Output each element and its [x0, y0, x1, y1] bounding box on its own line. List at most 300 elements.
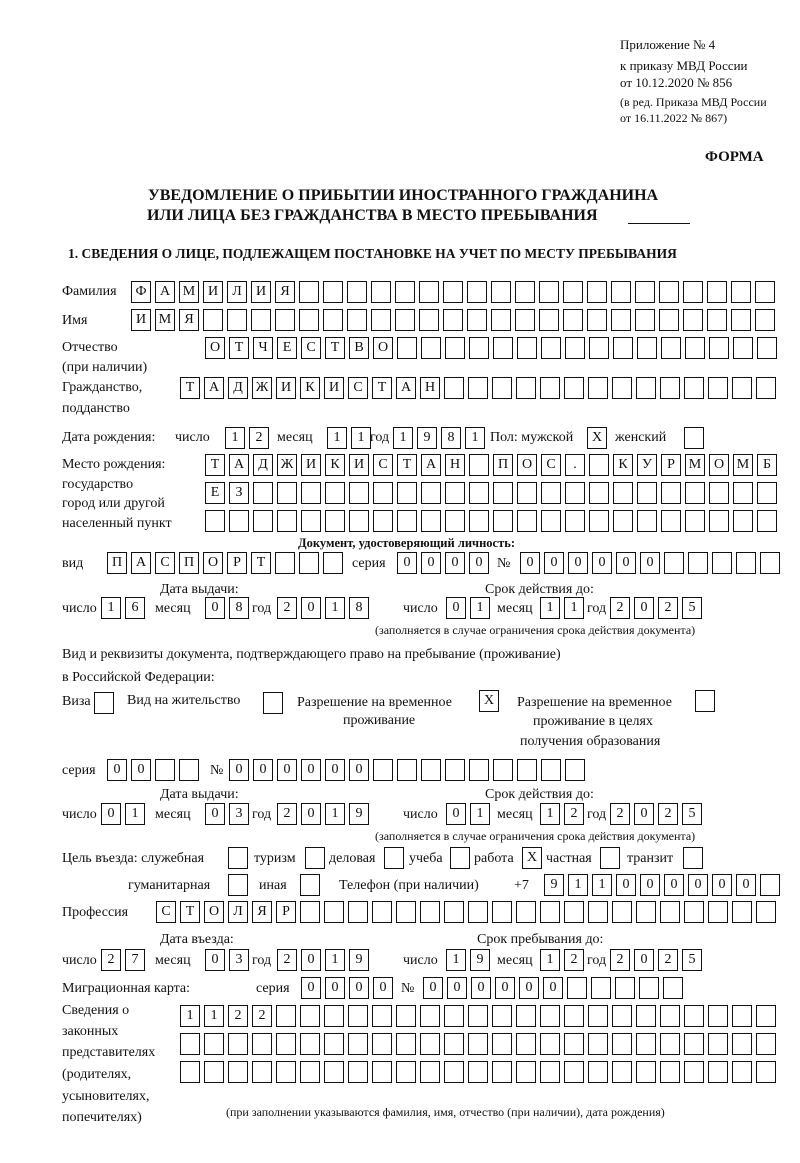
char-cell[interactable]	[348, 1061, 368, 1083]
char-cell[interactable]	[371, 281, 391, 303]
birth-month-cells[interactable]	[327, 427, 371, 449]
char-cell[interactable]: 0	[446, 803, 466, 825]
char-cell[interactable]: И	[349, 454, 369, 476]
char-cell[interactable]: П	[493, 454, 513, 476]
char-cell[interactable]: 1	[470, 597, 490, 619]
char-cell[interactable]	[732, 901, 752, 923]
char-cell[interactable]	[516, 1061, 536, 1083]
char-cell[interactable]: Б	[757, 454, 777, 476]
char-cell[interactable]	[588, 377, 608, 399]
char-cell[interactable]	[468, 1005, 488, 1027]
char-cell[interactable]: 0	[568, 552, 588, 574]
reps-cells-2[interactable]	[180, 1033, 776, 1055]
purpose-study-checkbox[interactable]	[450, 847, 470, 869]
id-valid-year-cells[interactable]	[610, 597, 702, 619]
char-cell[interactable]: 5	[682, 949, 702, 971]
char-cell[interactable]: 2	[277, 597, 297, 619]
char-cell[interactable]: И	[203, 281, 223, 303]
char-cell[interactable]	[612, 1061, 632, 1083]
residence-permit-checkbox[interactable]	[263, 692, 283, 714]
char-cell[interactable]	[277, 510, 297, 532]
char-cell[interactable]	[252, 1033, 272, 1055]
char-cell[interactable]	[685, 482, 705, 504]
char-cell[interactable]	[587, 309, 607, 331]
char-cell[interactable]: 3	[229, 803, 249, 825]
char-cell[interactable]	[685, 337, 705, 359]
char-cell[interactable]: 0	[445, 552, 465, 574]
char-cell[interactable]	[348, 901, 368, 923]
char-cell[interactable]: 1	[325, 597, 345, 619]
char-cell[interactable]: О	[203, 552, 223, 574]
char-cell[interactable]	[179, 759, 199, 781]
char-cell[interactable]	[396, 901, 416, 923]
char-cell[interactable]	[275, 309, 295, 331]
char-cell[interactable]: И	[276, 377, 296, 399]
place-of-stay-blank[interactable]	[628, 206, 690, 224]
char-cell[interactable]: 9	[417, 427, 437, 449]
char-cell[interactable]	[420, 1005, 440, 1027]
char-cell[interactable]	[664, 552, 684, 574]
char-cell[interactable]	[300, 1005, 320, 1027]
stay-issue-year-cells[interactable]	[277, 803, 369, 825]
char-cell[interactable]	[491, 309, 511, 331]
char-cell[interactable]	[565, 482, 585, 504]
char-cell[interactable]	[180, 1033, 200, 1055]
char-cell[interactable]	[468, 901, 488, 923]
char-cell[interactable]	[760, 874, 780, 896]
name-cells[interactable]	[131, 309, 775, 331]
char-cell[interactable]	[732, 1033, 752, 1055]
visa-checkbox[interactable]	[94, 692, 114, 714]
char-cell[interactable]	[467, 281, 487, 303]
char-cell[interactable]	[468, 1061, 488, 1083]
char-cell[interactable]: З	[229, 482, 249, 504]
char-cell[interactable]: 0	[664, 874, 684, 896]
char-cell[interactable]: .	[565, 454, 585, 476]
char-cell[interactable]	[663, 977, 683, 999]
birthplace-cells-1[interactable]	[205, 454, 777, 476]
char-cell[interactable]: 1	[327, 427, 347, 449]
sex-female-checkbox[interactable]	[684, 427, 704, 449]
char-cell[interactable]	[348, 1033, 368, 1055]
char-cell[interactable]	[301, 510, 321, 532]
char-cell[interactable]: 9	[544, 874, 564, 896]
checkbox-cell[interactable]	[300, 874, 320, 896]
char-cell[interactable]: Т	[205, 454, 225, 476]
char-cell[interactable]	[516, 901, 536, 923]
char-cell[interactable]: 1	[465, 427, 485, 449]
birthplace-cells-3[interactable]	[205, 510, 777, 532]
char-cell[interactable]	[492, 1033, 512, 1055]
id-kind-cells[interactable]	[107, 552, 343, 574]
char-cell[interactable]	[492, 1061, 512, 1083]
char-cell[interactable]	[589, 482, 609, 504]
char-cell[interactable]	[419, 281, 439, 303]
char-cell[interactable]	[469, 510, 489, 532]
char-cell[interactable]	[180, 1061, 200, 1083]
mc-series-cells[interactable]	[301, 977, 393, 999]
char-cell[interactable]	[491, 281, 511, 303]
stay-valid-day-cells[interactable]	[446, 803, 490, 825]
char-cell[interactable]	[540, 1005, 560, 1027]
char-cell[interactable]	[707, 281, 727, 303]
char-cell[interactable]	[684, 1061, 704, 1083]
char-cell[interactable]	[540, 377, 560, 399]
char-cell[interactable]: 7	[125, 949, 145, 971]
char-cell[interactable]: И	[301, 454, 321, 476]
char-cell[interactable]	[661, 482, 681, 504]
char-cell[interactable]	[445, 510, 465, 532]
char-cell[interactable]: О	[205, 337, 225, 359]
char-cell[interactable]	[347, 281, 367, 303]
char-cell[interactable]	[588, 901, 608, 923]
char-cell[interactable]	[683, 309, 703, 331]
char-cell[interactable]	[517, 759, 537, 781]
char-cell[interactable]: Т	[180, 377, 200, 399]
char-cell[interactable]	[421, 337, 441, 359]
char-cell[interactable]: 0	[301, 977, 321, 999]
stay-until-month-cells[interactable]	[540, 949, 584, 971]
char-cell[interactable]: 0	[592, 552, 612, 574]
char-cell[interactable]	[443, 281, 463, 303]
char-cell[interactable]	[637, 510, 657, 532]
char-cell[interactable]: 2	[564, 803, 584, 825]
char-cell[interactable]: 5	[682, 803, 702, 825]
char-cell[interactable]	[708, 1033, 728, 1055]
char-cell[interactable]: 0	[423, 977, 443, 999]
char-cell[interactable]: 0	[544, 552, 564, 574]
char-cell[interactable]	[420, 1033, 440, 1055]
char-cell[interactable]	[757, 510, 777, 532]
char-cell[interactable]: Я	[275, 281, 295, 303]
char-cell[interactable]	[301, 482, 321, 504]
char-cell[interactable]: А	[155, 281, 175, 303]
char-cell[interactable]	[421, 482, 441, 504]
char-cell[interactable]: И	[131, 309, 151, 331]
char-cell[interactable]	[565, 759, 585, 781]
char-cell[interactable]	[373, 510, 393, 532]
char-cell[interactable]	[299, 309, 319, 331]
char-cell[interactable]	[613, 337, 633, 359]
char-cell[interactable]: Ж	[252, 377, 272, 399]
char-cell[interactable]: 2	[610, 597, 630, 619]
char-cell[interactable]	[539, 281, 559, 303]
char-cell[interactable]: 0	[421, 552, 441, 574]
char-cell[interactable]	[372, 901, 392, 923]
char-cell[interactable]	[276, 1005, 296, 1027]
char-cell[interactable]	[733, 510, 753, 532]
checkbox-cell[interactable]: X	[587, 427, 607, 449]
char-cell[interactable]	[372, 1061, 392, 1083]
purpose-business-checkbox[interactable]	[384, 847, 404, 869]
char-cell[interactable]	[615, 977, 635, 999]
char-cell[interactable]	[591, 977, 611, 999]
char-cell[interactable]	[732, 1005, 752, 1027]
checkbox-cell[interactable]	[228, 874, 248, 896]
char-cell[interactable]	[469, 454, 489, 476]
char-cell[interactable]	[636, 377, 656, 399]
char-cell[interactable]: 3	[229, 949, 249, 971]
char-cell[interactable]	[253, 510, 273, 532]
char-cell[interactable]: Н	[445, 454, 465, 476]
char-cell[interactable]: 0	[325, 977, 345, 999]
char-cell[interactable]	[469, 482, 489, 504]
char-cell[interactable]	[515, 309, 535, 331]
char-cell[interactable]	[709, 510, 729, 532]
id-valid-day-cells[interactable]	[446, 597, 490, 619]
char-cell[interactable]	[636, 1061, 656, 1083]
reps-cells-3[interactable]	[180, 1061, 776, 1083]
char-cell[interactable]	[323, 309, 343, 331]
char-cell[interactable]	[540, 1033, 560, 1055]
char-cell[interactable]: Е	[205, 482, 225, 504]
char-cell[interactable]	[349, 482, 369, 504]
char-cell[interactable]	[563, 281, 583, 303]
char-cell[interactable]: 0	[325, 759, 345, 781]
char-cell[interactable]: Т	[251, 552, 271, 574]
char-cell[interactable]: М	[685, 454, 705, 476]
char-cell[interactable]: Ж	[277, 454, 297, 476]
char-cell[interactable]: В	[349, 337, 369, 359]
char-cell[interactable]	[756, 1005, 776, 1027]
char-cell[interactable]: 0	[205, 949, 225, 971]
char-cell[interactable]	[300, 901, 320, 923]
id-issue-month-cells[interactable]	[205, 597, 249, 619]
char-cell[interactable]	[516, 1033, 536, 1055]
stay-number-cells[interactable]	[229, 759, 585, 781]
char-cell[interactable]: 2	[277, 949, 297, 971]
char-cell[interactable]	[492, 1005, 512, 1027]
checkbox-cell[interactable]	[228, 847, 248, 869]
char-cell[interactable]	[588, 1033, 608, 1055]
char-cell[interactable]: Л	[227, 281, 247, 303]
char-cell[interactable]: 1	[470, 803, 490, 825]
char-cell[interactable]: С	[156, 901, 176, 923]
char-cell[interactable]	[612, 1005, 632, 1027]
char-cell[interactable]	[397, 510, 417, 532]
checkbox-cell[interactable]: X	[522, 847, 542, 869]
char-cell[interactable]	[756, 901, 776, 923]
char-cell[interactable]	[564, 1005, 584, 1027]
stay-valid-year-cells[interactable]	[610, 803, 702, 825]
char-cell[interactable]: 2	[658, 949, 678, 971]
char-cell[interactable]	[347, 309, 367, 331]
char-cell[interactable]: К	[300, 377, 320, 399]
char-cell[interactable]: 0	[616, 552, 636, 574]
char-cell[interactable]	[397, 337, 417, 359]
mc-number-cells[interactable]	[423, 977, 683, 999]
char-cell[interactable]: О	[517, 454, 537, 476]
char-cell[interactable]	[612, 377, 632, 399]
char-cell[interactable]	[395, 309, 415, 331]
char-cell[interactable]: 2	[228, 1005, 248, 1027]
char-cell[interactable]	[708, 377, 728, 399]
char-cell[interactable]	[396, 1005, 416, 1027]
char-cell[interactable]	[635, 309, 655, 331]
temp-residence-checkbox[interactable]	[479, 690, 499, 712]
char-cell[interactable]	[636, 901, 656, 923]
char-cell[interactable]: 0	[229, 759, 249, 781]
char-cell[interactable]: 2	[658, 803, 678, 825]
char-cell[interactable]	[564, 901, 584, 923]
char-cell[interactable]	[324, 1005, 344, 1027]
char-cell[interactable]	[444, 1005, 464, 1027]
char-cell[interactable]	[492, 901, 512, 923]
char-cell[interactable]: 0	[736, 874, 756, 896]
char-cell[interactable]: 1	[592, 874, 612, 896]
char-cell[interactable]: Т	[372, 377, 392, 399]
char-cell[interactable]	[373, 759, 393, 781]
char-cell[interactable]	[565, 510, 585, 532]
char-cell[interactable]: 9	[349, 949, 369, 971]
char-cell[interactable]: 2	[658, 597, 678, 619]
char-cell[interactable]: Т	[397, 454, 417, 476]
char-cell[interactable]: 1	[325, 949, 345, 971]
char-cell[interactable]: 1	[540, 597, 560, 619]
char-cell[interactable]: 1	[540, 803, 560, 825]
char-cell[interactable]	[707, 309, 727, 331]
char-cell[interactable]	[349, 510, 369, 532]
char-cell[interactable]: И	[251, 281, 271, 303]
char-cell[interactable]	[517, 337, 537, 359]
char-cell[interactable]	[588, 1061, 608, 1083]
char-cell[interactable]: А	[131, 552, 151, 574]
char-cell[interactable]	[659, 309, 679, 331]
char-cell[interactable]	[445, 759, 465, 781]
char-cell[interactable]	[708, 1005, 728, 1027]
char-cell[interactable]	[589, 510, 609, 532]
char-cell[interactable]: Р	[661, 454, 681, 476]
char-cell[interactable]: 0	[397, 552, 417, 574]
char-cell[interactable]	[660, 1061, 680, 1083]
char-cell[interactable]: Я	[252, 901, 272, 923]
char-cell[interactable]	[683, 281, 703, 303]
char-cell[interactable]	[325, 482, 345, 504]
char-cell[interactable]	[419, 309, 439, 331]
char-cell[interactable]	[396, 1061, 416, 1083]
char-cell[interactable]	[397, 482, 417, 504]
char-cell[interactable]	[708, 1061, 728, 1083]
char-cell[interactable]: 0	[688, 874, 708, 896]
char-cell[interactable]: Т	[180, 901, 200, 923]
char-cell[interactable]: 1	[325, 803, 345, 825]
char-cell[interactable]: 0	[471, 977, 491, 999]
char-cell[interactable]	[493, 510, 513, 532]
char-cell[interactable]: 1	[540, 949, 560, 971]
char-cell[interactable]: 1	[351, 427, 371, 449]
char-cell[interactable]	[276, 1033, 296, 1055]
char-cell[interactable]	[372, 1033, 392, 1055]
char-cell[interactable]	[467, 309, 487, 331]
checkbox-cell[interactable]: X	[479, 690, 499, 712]
stay-issue-month-cells[interactable]	[205, 803, 249, 825]
char-cell[interactable]: Р	[276, 901, 296, 923]
char-cell[interactable]	[275, 552, 295, 574]
char-cell[interactable]	[493, 482, 513, 504]
char-cell[interactable]: К	[325, 454, 345, 476]
char-cell[interactable]: 0	[301, 597, 321, 619]
char-cell[interactable]	[444, 377, 464, 399]
char-cell[interactable]: М	[733, 454, 753, 476]
char-cell[interactable]	[755, 281, 775, 303]
char-cell[interactable]: 0	[616, 874, 636, 896]
char-cell[interactable]	[300, 1033, 320, 1055]
purpose-humanitarian-checkbox[interactable]	[228, 874, 248, 896]
char-cell[interactable]	[635, 281, 655, 303]
char-cell[interactable]: А	[229, 454, 249, 476]
profession-cells[interactable]	[156, 901, 776, 923]
char-cell[interactable]	[660, 901, 680, 923]
char-cell[interactable]: П	[179, 552, 199, 574]
char-cell[interactable]	[637, 482, 657, 504]
char-cell[interactable]	[445, 337, 465, 359]
char-cell[interactable]: 0	[253, 759, 273, 781]
char-cell[interactable]: М	[155, 309, 175, 331]
char-cell[interactable]	[611, 309, 631, 331]
char-cell[interactable]: О	[204, 901, 224, 923]
char-cell[interactable]	[373, 482, 393, 504]
char-cell[interactable]	[444, 1033, 464, 1055]
char-cell[interactable]: 0	[349, 759, 369, 781]
id-issue-year-cells[interactable]	[277, 597, 369, 619]
checkbox-cell[interactable]	[263, 692, 283, 714]
char-cell[interactable]: 1	[568, 874, 588, 896]
char-cell[interactable]	[732, 1061, 752, 1083]
char-cell[interactable]: 0	[640, 552, 660, 574]
char-cell[interactable]: 2	[252, 1005, 272, 1027]
char-cell[interactable]	[227, 309, 247, 331]
char-cell[interactable]: П	[107, 552, 127, 574]
patronymic-cells[interactable]	[205, 337, 777, 359]
char-cell[interactable]: 0	[277, 759, 297, 781]
char-cell[interactable]	[277, 482, 297, 504]
char-cell[interactable]: Д	[253, 454, 273, 476]
char-cell[interactable]: Р	[227, 552, 247, 574]
char-cell[interactable]	[733, 337, 753, 359]
char-cell[interactable]	[757, 482, 777, 504]
char-cell[interactable]	[567, 977, 587, 999]
stay-series-cells[interactable]	[107, 759, 199, 781]
char-cell[interactable]	[659, 281, 679, 303]
char-cell[interactable]: О	[709, 454, 729, 476]
entry-month-cells[interactable]	[205, 949, 249, 971]
char-cell[interactable]	[756, 1061, 776, 1083]
char-cell[interactable]	[709, 337, 729, 359]
purpose-private-checkbox[interactable]	[600, 847, 620, 869]
stay-valid-month-cells[interactable]	[540, 803, 584, 825]
char-cell[interactable]: 2	[564, 949, 584, 971]
checkbox-cell[interactable]	[600, 847, 620, 869]
char-cell[interactable]	[420, 901, 440, 923]
char-cell[interactable]: 1	[180, 1005, 200, 1027]
char-cell[interactable]	[708, 901, 728, 923]
char-cell[interactable]	[228, 1033, 248, 1055]
char-cell[interactable]	[444, 1061, 464, 1083]
char-cell[interactable]	[420, 1061, 440, 1083]
char-cell[interactable]	[541, 759, 561, 781]
char-cell[interactable]	[660, 1033, 680, 1055]
char-cell[interactable]	[228, 1061, 248, 1083]
sex-male-checkbox[interactable]	[587, 427, 607, 449]
char-cell[interactable]: С	[348, 377, 368, 399]
char-cell[interactable]: К	[613, 454, 633, 476]
char-cell[interactable]	[541, 510, 561, 532]
char-cell[interactable]	[469, 759, 489, 781]
char-cell[interactable]	[636, 1005, 656, 1027]
char-cell[interactable]	[540, 901, 560, 923]
char-cell[interactable]: 2	[277, 803, 297, 825]
char-cell[interactable]	[736, 552, 756, 574]
